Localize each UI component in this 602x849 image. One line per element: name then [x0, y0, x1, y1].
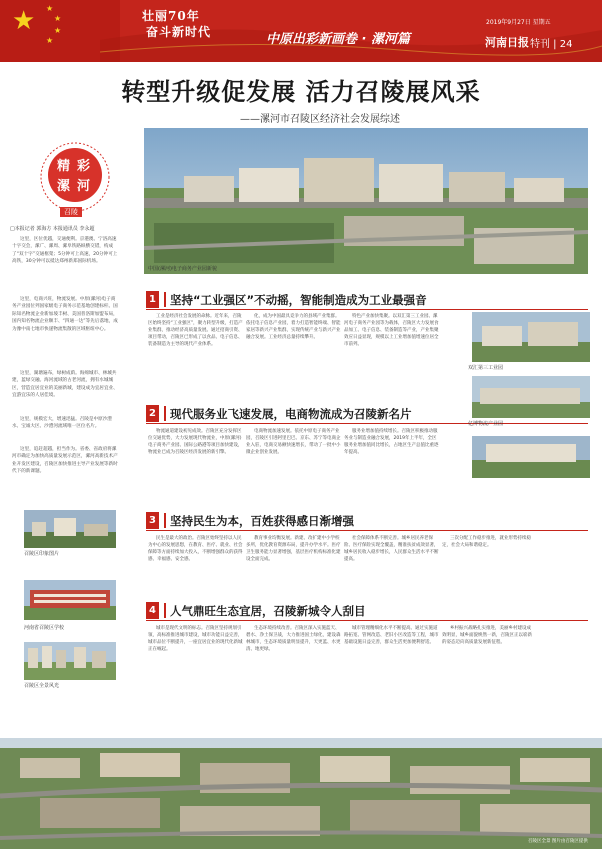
- section-3-text: 三次分配工作稳步推进，就业形势持续稳定，社会大局和谐稳定。: [442, 536, 531, 549]
- section-3-text: 民生是最大的政治。召陵区始终坚持以人民为中心的发展思想，在教育、医疗、就业、社会保障等方面持续加大投入，不断增强群众的获得感、幸福感、安全感。: [148, 536, 243, 563]
- section-number: 3: [146, 512, 159, 529]
- district-photo-2: [24, 580, 116, 620]
- section-4-text: 生态环境持续改善。召陵区深入实施蓝天、碧水、净土保卫战，大力推进国土绿化，建设森林城市，生态环境质量明显提升，天更蓝、水更清、地更绿。: [246, 626, 341, 653]
- small-star-icon: ★: [46, 4, 54, 13]
- seal-char: 精: [57, 159, 71, 174]
- logistics-warehouse-photo: [472, 436, 590, 478]
- district-photo-1: [24, 510, 116, 548]
- section-3-header: [146, 512, 592, 529]
- page-header: [0, 0, 602, 62]
- section-4-text: 城市是现代文明的标志。召陵区坚持规划引领，高标准推进城市建设，城市功能日益完善，城市品位不断提升，一座宜居宜业的现代化新城正在崛起。: [148, 626, 243, 653]
- section-3-text: 教育事业均衡发展。新建、改扩建中小学校多所，优化教育资源布局，提升办学水平。医疗卫生服务能力显著增强，基层医疗机构标准化建设全面完成。: [246, 536, 341, 563]
- badge-line2: 奋斗新时代: [146, 25, 212, 39]
- intro-paragraph: 这里，区位优越，交通便利。京港澳、宁洛高速十字交会，漯广、漯周、漯阜铁路纵横交错，构成了“双十字”交通框架；5分钟可上高速，20分钟可上高铁，30分钟可以抵达郑州新郑国际机场。: [12, 237, 118, 265]
- section-accent: [164, 603, 166, 618]
- photo-caption: 召陵区全景风光: [24, 683, 60, 689]
- district-photo-3: [24, 642, 116, 680]
- section-1-text: 工业是经济社会发展的命脉。近年来，召陵区始终坚持“工业强区”，聚力转型升级，打造产业集群，推动经济高质量发展。通过招商引资、项目带动，召陵区已形成了以食品、电子信息、装备制造为主导的现代产业体系。: [148, 314, 243, 348]
- photo-caption: 亿博物流产业园: [468, 421, 504, 427]
- section-1-text: 特色产业加快集聚。以双汇第三工业园、漯河电子商务产业园等为载体，召陵区大力发展食品加工、电子信息、装备制造等产业，产业集聚效应日益显现，规模以上工业增加值增速位居全市前列。: [344, 314, 439, 348]
- district-tag: 召陵: [60, 207, 82, 217]
- section-number: 1: [146, 291, 159, 308]
- section-number: 4: [146, 602, 159, 619]
- issue-date: 2019年9月27日 星期五: [486, 19, 551, 26]
- photo-caption: 召陵区印象图片: [24, 551, 60, 557]
- small-star-icon: ★: [46, 36, 54, 45]
- section-accent: [164, 406, 166, 421]
- sub-headline: ——漯河市召陵区经济社会发展综述: [240, 114, 400, 125]
- small-star-icon: ★: [54, 26, 62, 35]
- byline: □本报记者 郭海方 本报通讯员 李永超: [10, 226, 95, 232]
- photo-caption: 河南省召陵区学校: [24, 625, 65, 631]
- panorama-caption: 召陵区全景 图片由召陵区提供: [528, 839, 588, 844]
- page-number: 特刊 | 24: [530, 39, 573, 50]
- section-number: 2: [146, 405, 159, 422]
- intro-paragraph: 这里，电商兴旺，物流发展。中原(漯河)电子商务产业园位列国家级电子商务示范基地创建标杆。国际知名物流企业新加坡丰树、美国普洛斯加盟布局，国内知名物流企业顺丰、“四通一达”等先后落地，成为豫中南七地市快递物流集散的区域枢纽中心。: [12, 297, 118, 332]
- section-accent: [164, 292, 166, 307]
- section-4-header: [146, 602, 592, 619]
- section-2-text: 服务业增加值持续增长。召陵区积极推动服务业与制造业融合发展，2019年上半年，全区服务业增加值同比增长，占地区生产总值比重逐年提高。: [344, 429, 439, 456]
- section-title: 坚持“工业强区”不动摇，智能制造成为工业最强音: [170, 293, 427, 307]
- small-star-icon: ★: [54, 14, 62, 23]
- shuanghui-park-photo: [472, 312, 590, 362]
- intro-paragraph: 这里，湖塘遍布，绿树成荫。海绵城市、林城共建，蓝绿交融。海河流域的古老河流，拥有水城城区，营造宜居宜业的美丽新城，建设成为宜居宜业、宜游宜乐的人居佳境。: [12, 371, 118, 399]
- badge-line1: 壮丽70年: [142, 9, 200, 23]
- section-divider: [146, 530, 588, 531]
- section-1-text: 化，成为中国最具竞争力的县域产业集群。依托电子信息产业园，着力打造智能终端、智能家居等新兴产业集群，实现传统产业与新兴产业融合发展。工业经济总量持续攀升。: [246, 314, 341, 341]
- section-4-text: 城市管理精细化水平不断提高。通过实施道路拓宽、管网改造、老旧小区改造等工程，城市基础设施日益完善，群众生活更加便利舒适。: [344, 626, 439, 646]
- ecommerce-park-photo: [144, 128, 588, 274]
- section-4-text: 乡村振兴战略扎实推进，美丽乡村建设成效明显，城乡面貌焕然一新，召陵区正以崭新的姿态迈向高质量发展新征程。: [442, 626, 532, 646]
- district-panorama-photo: [0, 738, 602, 849]
- section-title: 坚持民生为本，百姓获得感日渐增强: [170, 514, 354, 528]
- main-photo-caption: 中国(漯河)电子商务产业园新貌: [148, 266, 217, 272]
- section-title: 人气鼎旺生态宜居，召陵新城令人刮目: [170, 604, 366, 618]
- seal-char: 漯: [57, 179, 71, 194]
- logistics-park-photo: [472, 376, 590, 418]
- intro-paragraph: 这里，追赶超越，担当作为。省委、省政府将漯河市确定为加快高质量发展示范区，漯河高新技术产业开发区建设，召陵区加快推进主导产业发展等新时代下的新课题。: [12, 447, 118, 475]
- section-divider: [146, 620, 588, 621]
- section-2-text: 物流通道建设初见成效。召陵区充分发挥区位交通优势，大力发展现代物流业，中原(漯河)电子商务产业园、国际公路港等项目加快建设，物流业已成为召陵区经济发展的新引擎。: [148, 429, 243, 456]
- seal-char: 彩: [77, 159, 91, 174]
- intro-paragraph: 这里，规模宏大，增速迅猛。召陵是中原沙澧水、宝诚大区、沙澧河流域唯一区位名片。: [12, 417, 112, 430]
- section-accent: [164, 513, 166, 528]
- header-slogan: 中原出彩新画卷 · 漯河篇: [266, 32, 410, 47]
- section-3-text: 社会保障体系不断完善。城乡居民养老保险、医疗保险实现全覆盖，精准扶贫成效显著，城乡居民收入稳步增长，人民群众生活水平不断提高。: [344, 536, 439, 563]
- section-divider: [146, 423, 588, 424]
- newspaper-logo: 河南日报: [485, 36, 529, 49]
- section-divider: [146, 309, 588, 310]
- large-star-icon: ★: [12, 6, 36, 36]
- main-headline: 转型升级促发展 活力召陵展风采: [121, 77, 481, 106]
- anniversary-badge: [142, 8, 262, 46]
- section-title: 现代服务业飞速发展，电商物流成为召陵新名片: [170, 407, 412, 421]
- jingcai-luohe-seal: [48, 148, 102, 202]
- section-1-header: [146, 291, 592, 308]
- seal-char: 河: [77, 179, 91, 194]
- photo-caption: 双汇第三工业园: [468, 365, 504, 371]
- section-2-text: 电商物流加速发展。依托中原电子商务产业园，召陵区引进阿里巴巴、京东、苏宁等电商企业入驻，电商交易额快速增长，带动了一批中小微企业创业发展。: [246, 429, 341, 456]
